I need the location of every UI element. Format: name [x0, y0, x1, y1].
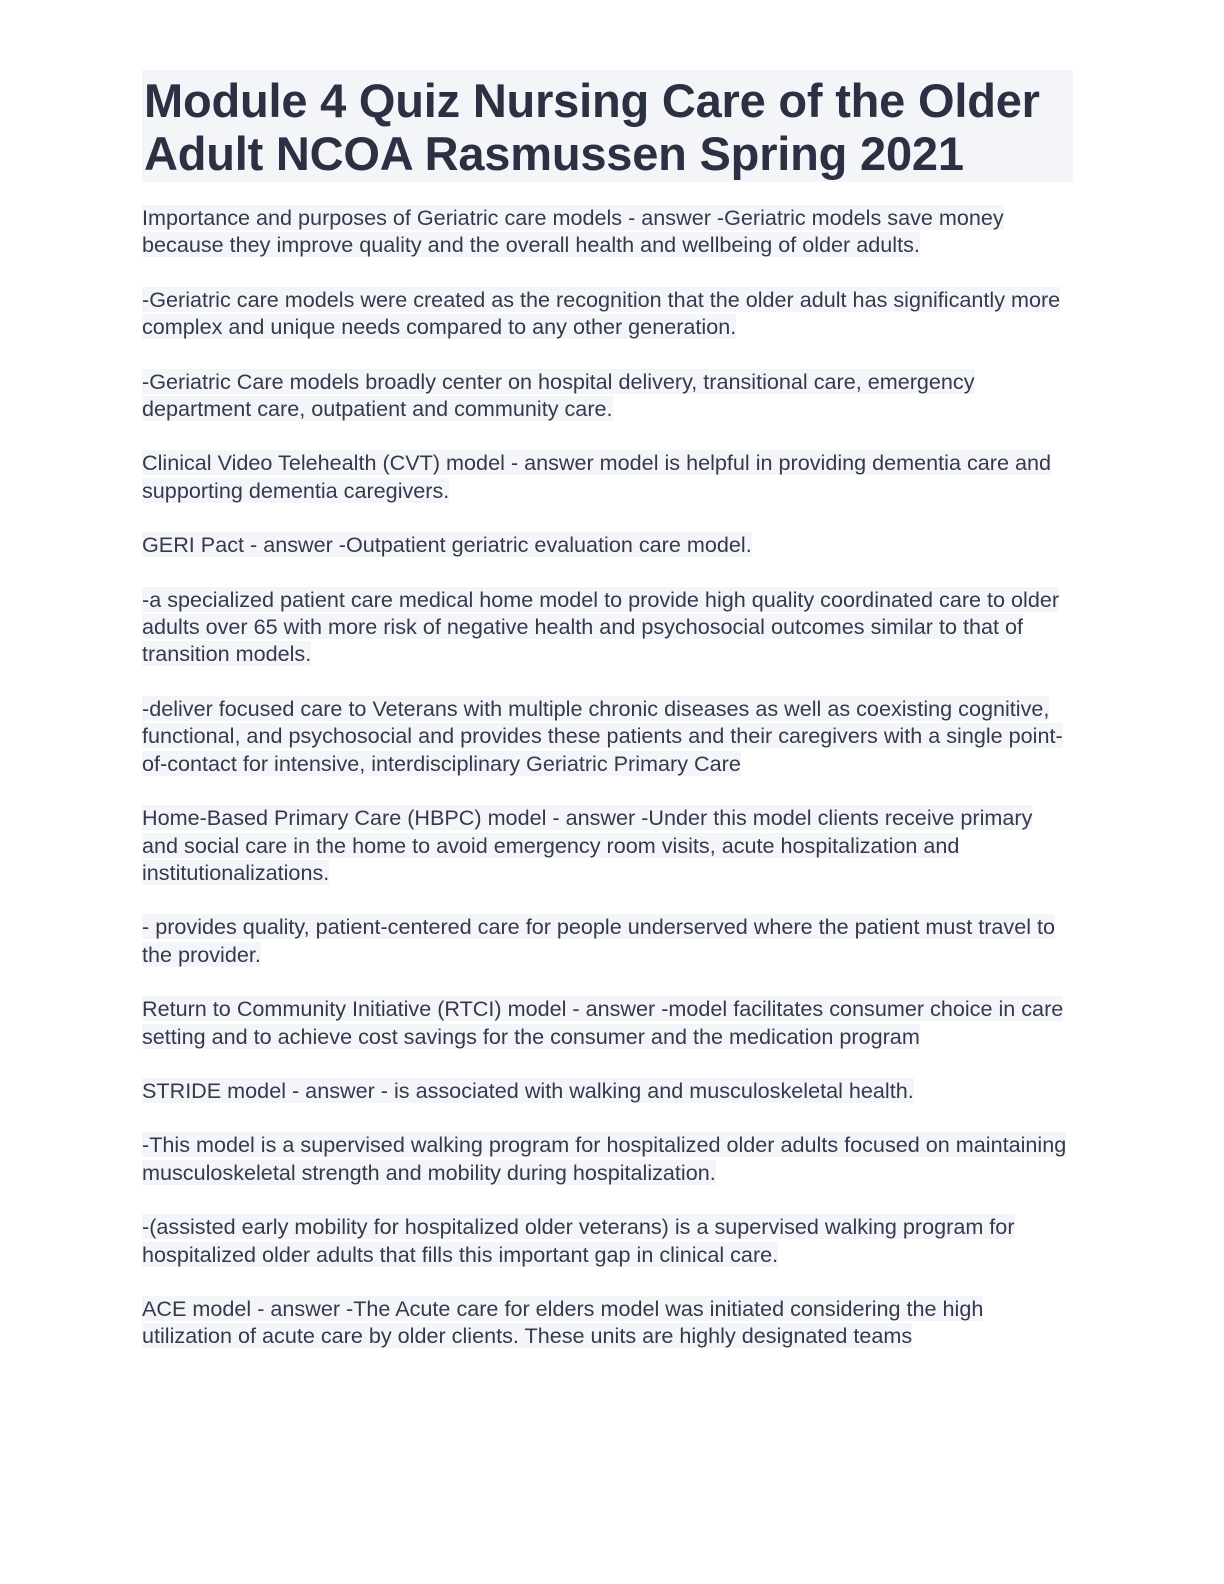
- paragraph-text: -Geriatric care models were created as the recognition that the older adult has significantly more complex and unique needs compared to any other generation.: [142, 286, 1061, 340]
- document-title: Module 4 Quiz Nursing Care of the Older Adult NCOA Rasmussen Spring 2021: [144, 74, 1040, 180]
- paragraph-cvt-model: [142, 449, 1073, 504]
- paragraph-text: STRIDE model - answer - is associated with walking and musculoskeletal health.: [142, 1077, 914, 1103]
- paragraph-walking-program: [142, 1131, 1073, 1186]
- paragraph-text: Return to Community Initiative (RTCI) model - answer -model facilitates consumer choice in care setting and to achieve cost savings for the consumer and the medication program: [142, 996, 1064, 1049]
- paragraph-geriatric-care-models: [142, 204, 1073, 259]
- paragraph-text: -This model is a supervised walking program for hospitalized older adults focused on maintaining musculoskeletal strength and mobility during hospitalization.: [142, 1132, 1067, 1185]
- paragraph-complex-needs: [142, 286, 1073, 341]
- paragraph-early-mobility: [142, 1213, 1073, 1268]
- paragraph-text: -Geriatric Care models broadly center on hospital delivery, transitional care, emergency department care, outpatient and community care.: [142, 368, 975, 422]
- paragraph-text: ACE model - answer -The Acute care for elders model was initiated considering the high utilization of acute care by older clients. These units are highly designated teams: [142, 1295, 984, 1349]
- paragraph-care-centers: [142, 368, 1073, 423]
- paragraph-geri-pact: [142, 531, 1073, 558]
- paragraph-text: -a specialized patient care medical home model to provide high quality coordinated care to older adults over 65 with more risk of negative health and psychosocial outcomes similar to that of transition models.: [142, 586, 1060, 667]
- paragraph-rtci-model: [142, 995, 1073, 1050]
- paragraph-text: - provides quality, patient-centered care for people underserved where the patient must travel to the provider.: [142, 914, 1056, 967]
- paragraph-veterans-care: [142, 695, 1073, 777]
- paragraph-text: Importance and purposes of Geriatric care models - answer -Geriatric models save money because they improve quality and the overall health and wellbeing of older adults.: [142, 205, 1004, 258]
- paragraph-medical-home: [142, 586, 1073, 668]
- paragraph-text: -(assisted early mobility for hospitalized older veterans) is a supervised walking program for hospitalized older adults that fills this important gap in clinical care.: [142, 1214, 1015, 1267]
- paragraph-text: -deliver focused care to Veterans with multiple chronic diseases as well as coexisting cognitive, functional, and psychosocial and provides these patients and their caregivers with a single point-of-contact for intensive, interdisciplinary Geriatric Primary Care: [142, 695, 1063, 776]
- paragraph-underserved: [142, 913, 1073, 968]
- title-block: [142, 70, 1073, 182]
- paragraph-text: Home-Based Primary Care (HBPC) model - answer -Under this model clients receive primary and social care in the home to avoid emergency room visits, acute hospitalization and institutionalizations.: [142, 805, 1033, 885]
- paragraph-hbpc-model: [142, 804, 1073, 886]
- paragraph-stride-model: [142, 1077, 1073, 1104]
- paragraph-text: GERI Pact - answer -Outpatient geriatric evaluation care model.: [142, 532, 752, 558]
- document-page: [142, 70, 1073, 1377]
- paragraph-ace-model: [142, 1295, 1073, 1350]
- paragraph-text: Clinical Video Telehealth (CVT) model - answer model is helpful in providing dementia care and supporting dementia caregivers.: [142, 450, 1052, 503]
